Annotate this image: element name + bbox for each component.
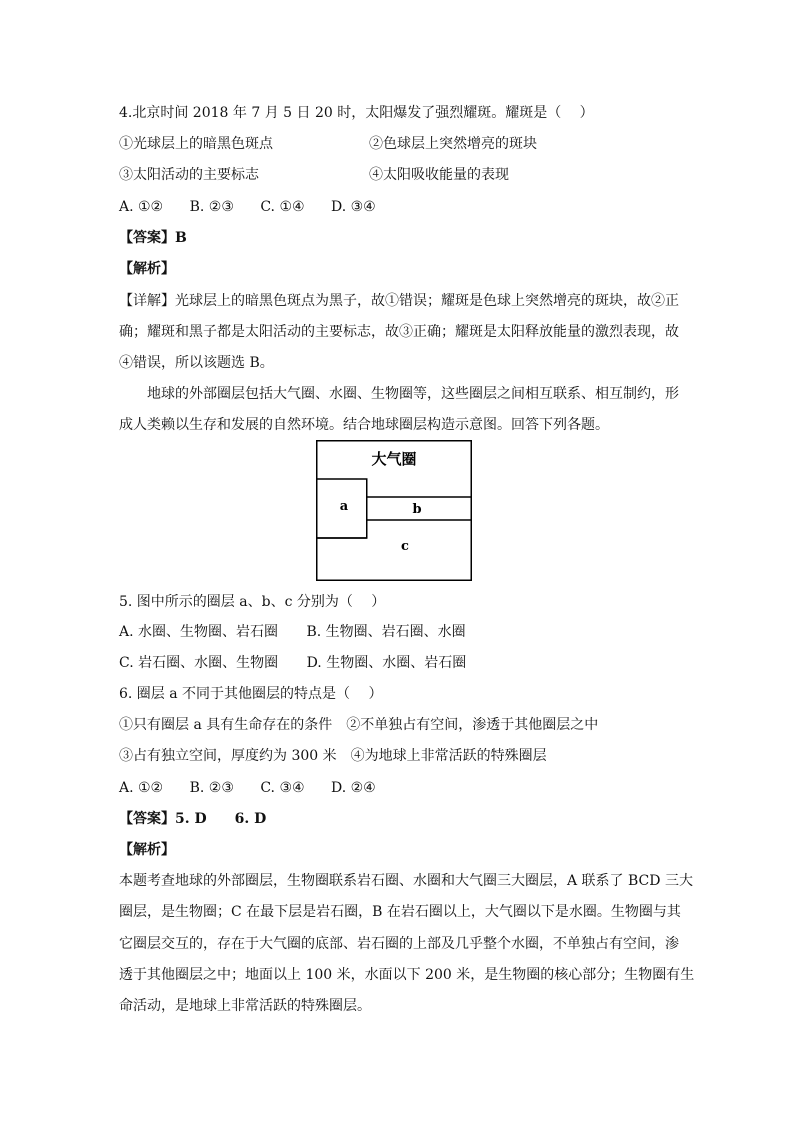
q4-detail-line-2: 确；耀斑和黑子都是太阳活动的主要标志，故③正确；耀斑是太阳释放能量的激烈表现，故 <box>119 324 679 340</box>
q56-analysis-line-2: 圈层，是生物圈；C 在最下层是岩石圈，B 在岩石圈以上，大气圈以下是水圈。生物圈与其 <box>119 904 681 920</box>
q56-analysis-line-3: 它圈层交互的，存在于大气圈的底部、岩石圈的上部及几乎整个水圈，不单独占有空间，渗 <box>119 936 679 952</box>
sphere-b-label: b <box>412 502 422 517</box>
sphere-a-label: a <box>339 499 349 514</box>
q4-options-row2 <box>119 165 679 185</box>
q5-choice-b: B. 生物圈、岩石圈、水圈 <box>306 624 466 640</box>
q5-choice-a: A. 水圈、生物圈、岩石圈 <box>119 624 279 640</box>
q56-analysis-line-1: 本题考查地球的外部圈层，生物圈联系岩石圈、水圈和大气圈三大圈层，A 联系了 BCD 三大 <box>119 873 693 889</box>
q5-options-row1 <box>119 622 466 642</box>
q6-statements-line-2: ③占有独立空间，厚度约为 300 米 ④为地球上非常活跃的特殊圈层 <box>119 748 547 764</box>
q4-option-2: ②色球层上突然增亮的斑块 <box>369 136 537 152</box>
q6-choice-b: B. ②③ <box>189 780 234 796</box>
q56-analysis-heading: 【解析】 <box>119 842 175 858</box>
q4-detail-line-1: 【详解】光球层上的暗黑色斑点为黑子，故①错误；耀斑是色球上突然增亮的斑块，故②正 <box>119 293 679 309</box>
q6-stem: 6. 圈层 a 不同于其他圈层的特点是（ ） <box>119 686 383 702</box>
q56-answer: 【答案】5. D 6. D <box>119 811 267 827</box>
q4-choice-d: D. ③④ <box>331 199 376 215</box>
intro-line-1: 地球的外部圈层包括大气圈、水圈、生物圈等，这些圈层之间相互联系、相互制约，形 <box>119 386 679 402</box>
q5-stem: 5. 图中所示的圈层 a、b、c 分别为（ ） <box>119 594 386 610</box>
q4-choice-b: B. ②③ <box>189 199 234 215</box>
q6-choice-d: D. ②④ <box>331 780 376 796</box>
q6-choices <box>119 778 376 798</box>
q56-analysis-line-4: 透于其他圈层之中；地面以上 100 米，水面以下 200 米，是生物圈的核心部分；生物圈有生 <box>119 967 695 983</box>
intro-line-2: 成人类赖以生存和发展的自然环境。结合地球圈层构造示意图。回答下列各题。 <box>119 417 609 433</box>
q4-answer: 【答案】B <box>119 230 187 246</box>
q5-choice-c: C. 岩石圈、水圈、生物圈 <box>119 655 279 671</box>
q4-stem: 4.北京时间 2018 年 7 月 5 日 20 时，太阳爆发了强烈耀斑。耀斑是（ ） <box>119 105 594 121</box>
q4-choices <box>119 197 376 217</box>
q4-detail-line-3: ④错误，所以该题选 B。 <box>119 355 274 371</box>
q56-analysis-line-5: 命活动，是地球上非常活跃的特殊圈层。 <box>119 998 371 1014</box>
q4-analysis-heading: 【解析】 <box>119 261 175 277</box>
q6-statements-line-1: ①只有圈层 a 具有生命存在的条件 ②不单独占有空间，渗透于其他圈层之中 <box>119 717 599 733</box>
q4-options-row1 <box>119 134 679 154</box>
q5-choice-d: D. 生物圈、水圈、岩石圈 <box>306 655 467 671</box>
q4-option-3: ③太阳活动的主要标志 <box>119 167 259 183</box>
q6-choice-c: C. ③④ <box>260 780 305 796</box>
q4-option-1: ①光球层上的暗黑色斑点 <box>119 136 273 152</box>
q4-choice-a: A. ①② <box>119 199 164 215</box>
earth-spheres-diagram <box>316 440 472 581</box>
q6-choice-a: A. ①② <box>119 780 164 796</box>
sphere-c-label: c <box>401 539 409 554</box>
q5-options-row2 <box>119 653 466 673</box>
q4-option-4: ④太阳吸收能量的表现 <box>369 167 509 183</box>
atmosphere-label: 大气圈 <box>371 450 417 468</box>
q4-choice-c: C. ①④ <box>260 199 305 215</box>
